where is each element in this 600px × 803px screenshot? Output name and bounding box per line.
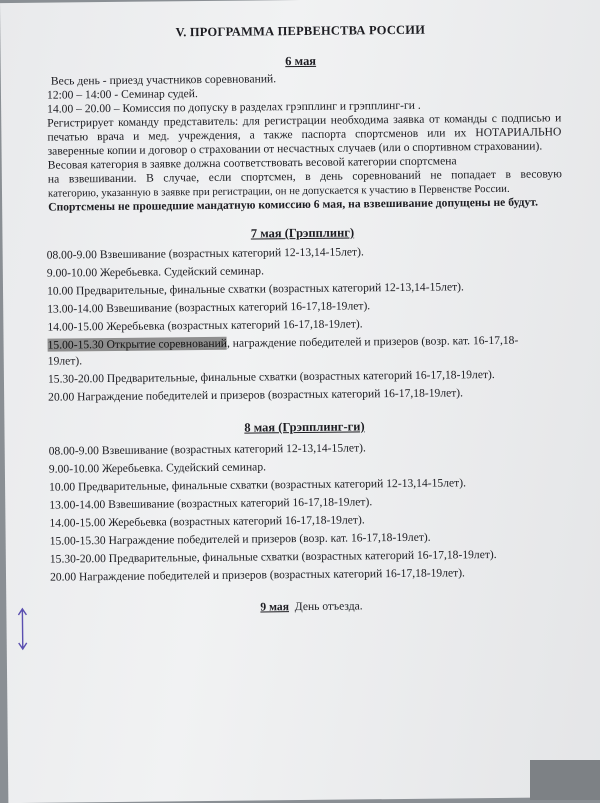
text-line: заверенные копии и договор о страховании от несчастных случаев (или о спортивном страховании). (48, 139, 543, 158)
day-line-may9 (260, 599, 362, 614)
pen-mark-icon (16, 607, 28, 651)
text-line: печатью врача и мед. учреждения, а также паспорта спортсменов или их НОТАРИАЛЬНО (47, 125, 561, 144)
day-heading-may9: 9 мая (260, 600, 289, 613)
schedule-line: 08.00-9.00 Взвешивание (возрастных категорий 12-13,14-15лет). (49, 441, 366, 458)
text-line: Регистрирует команду представитель: для регистрации необходима заявка от команды с подписью и (47, 111, 561, 130)
schedule-line: 15.30-20.00 Предварительные, финальные схватки (возрастных категорий 16-17,18-19лет). (50, 548, 497, 567)
schedule-line-rest: , награждение победителей и призеров (возр. кат. 16-17,18- (227, 334, 518, 350)
text-line: Весь день - приезд участников соревнований. (51, 72, 276, 88)
text-line: на взвешивании. В случае, если спортсмен, в день соревнований не попадает в весовую (48, 167, 562, 186)
schedule-line-opening (48, 334, 519, 353)
schedule-line: 13.00-14.00 Взвешивание (возрастных категорий 16-17,18-19лет). (49, 495, 372, 512)
warning-line: Спортсмены не прошедшие мандатную комиссию 6 мая, на взвешивание допущены не будут. (48, 196, 538, 215)
text-line: 12:00 – 14:00 - Семинар судей. (47, 87, 198, 103)
schedule-line: 20.00 Награждение победителей и призеров (возрастных категорий 16-17,18-19лет). (48, 386, 463, 404)
schedule-line: 15.30-20.00 Предварительные, финальные схватки (возрастных категорий 16-17,18-19лет). (48, 368, 495, 387)
highlighted-text: 15.00-15.30 Открытие соревнований (48, 337, 227, 352)
schedule-line: 15.00-15.30 Награждение победителей и призеров (возр. кат. 16-17,18-19лет). (50, 531, 431, 549)
schedule-line-cont: 19лет). (48, 354, 83, 368)
schedule-line: 08.00-9.00 Взвешивание (возрастных категорий 12-13,14-15лет). (47, 245, 364, 262)
day-heading-may6: 6 мая (1, 51, 600, 72)
schedule-line: 20.00 Награждение победителей и призеров (возрастных категорий 16-17,18-19лет). (50, 566, 465, 584)
table-corner (530, 760, 600, 800)
text-line: категорию, указанную в заявке при регистрации, он не допускается к участию в Первенстве России. (48, 182, 510, 201)
schedule-line: 10.00 Предварительные, финальные схватки (возрастных категорий 12-13,14-15лет). (49, 476, 466, 494)
schedule-line: 14.00-15.00 Жеребьевка (возрастных категорий 16-17,18-19лет). (49, 513, 364, 530)
text-line: Весовая категория в заявке должна соответствовать весовой категории спортсмена (48, 154, 457, 172)
text-line: 14.00 – 20.00 – Комиссия по допуску в разделах грэпплинг и грэпплинг-ги . (47, 99, 421, 117)
page-title: V. ПРОГРАММА ПЕРВЕНСТВА РОССИИ (0, 21, 600, 42)
schedule-line: 10.00 Предварительные, финальные схватки (возрастных категорий 12-13,14-15лет). (47, 280, 464, 298)
departure-text: День отъезда. (295, 599, 363, 613)
day-heading-may8: 8 мая (Грэпплинг-ги) (4, 417, 600, 438)
schedule-line: 13.00-14.00 Взвешивание (возрастных категорий 16-17,18-19лет). (47, 299, 370, 316)
day-heading-may7: 7 мая (Грэпплинг) (2, 223, 600, 244)
schedule-line: 9.00-10.00 Жеребьевка. Судейский семинар. (49, 460, 266, 476)
schedule-line: 14.00-15.00 Жеребьевка (возрастных категорий 16-17,18-19лет). (47, 317, 362, 334)
schedule-line: 9.00-10.00 Жеребьевка. Судейский семинар. (47, 264, 264, 280)
